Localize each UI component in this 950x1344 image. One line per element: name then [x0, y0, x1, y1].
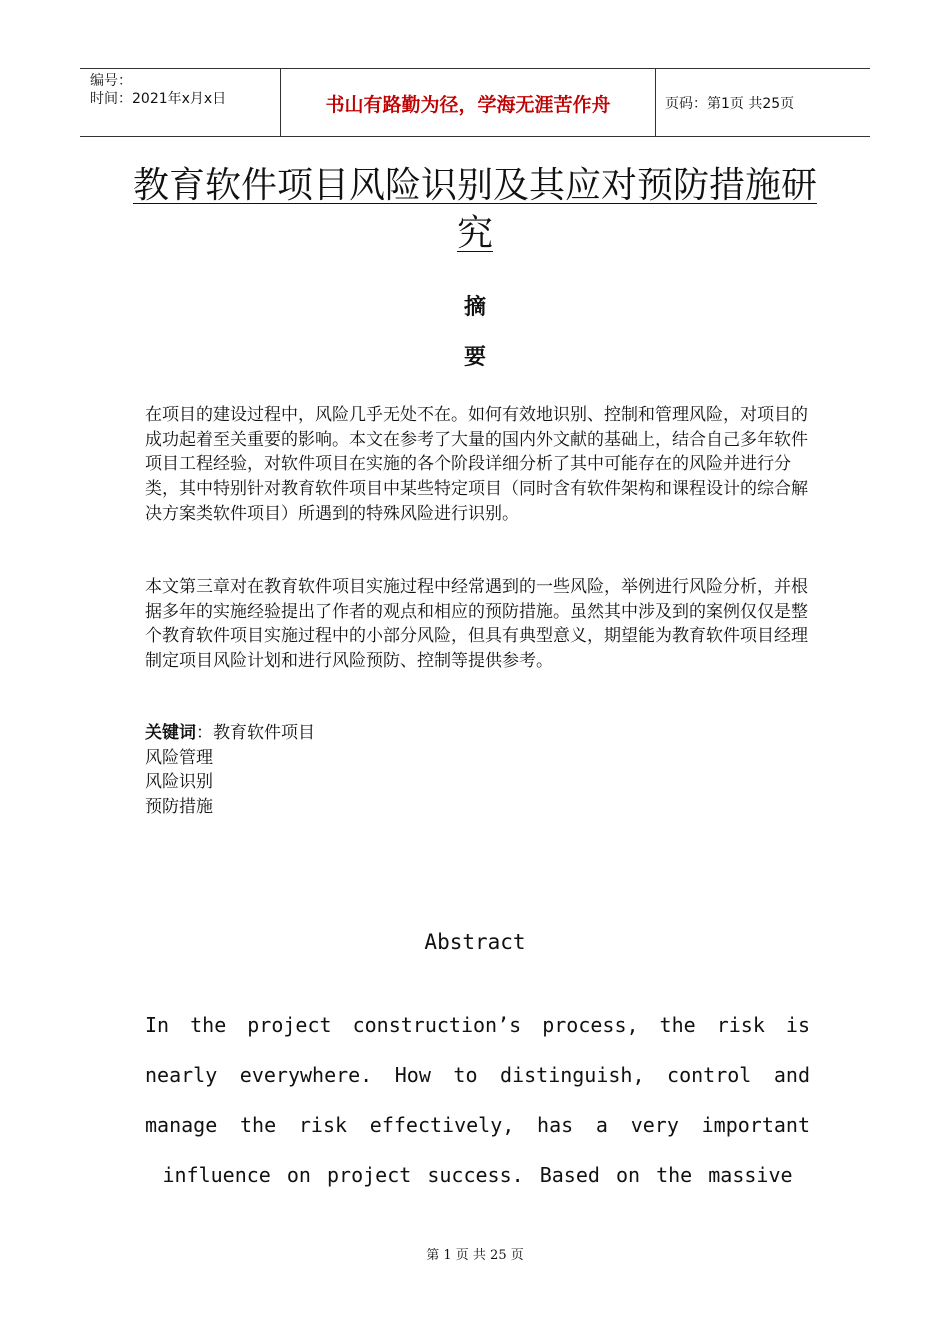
english-abstract-heading: Abstract	[424, 930, 526, 954]
header-table	[80, 68, 870, 137]
keywords-label: 关键词	[145, 723, 196, 743]
abstract-heading-1: 摘	[463, 295, 486, 320]
motto-text: 书山有路勤为径，学海无涯苦作舟	[325, 94, 611, 116]
page-code: 页码：第1页 共25页	[665, 96, 795, 112]
header-page-cell	[655, 69, 870, 136]
abstract-paragraph-1: 在项目的建设过程中，风险几乎无处不在。如何有效地识别、控制和管理风险，对项目的成功起着至关重要的影响。本文在参考了大量的国内外文献的基础上，结合自己多年软件项目工程经验，对软件项目在实施的各个阶段详细分析了其中可能存在的风险并进行分类，其中特别针对教育软件项目中某些特定项目（同时含有软件架构和课程设计的综合解决方案类软件项目）所遇到的特殊风险进行识别。	[145, 405, 808, 524]
english-abstract-text: In the project construction’s process, the risk is nearly everywhere. How to distinguish, control and manage the risk effectively, has a very important influence on project success. Based on the massive	[145, 1013, 810, 1187]
keywords-block	[145, 721, 315, 820]
keyword-item: 教育软件项目	[213, 723, 315, 743]
page-footer: 第 1 页 共 25 页	[426, 1248, 524, 1263]
keyword-item: 风险管理	[145, 747, 213, 768]
abstract-paragraph-2: 本文第三章对在教育软件项目实施过程中经常遇到的一些风险，举例进行风险分析，并根据多年的实施经验提出了作者的观点和相应的预防措施。虽然其中涉及到的案例仅仅是整个教育软件项目实施过程中的小部分风险，但具有典型意义，期望能为教育软件项目经理制定项目风险计划和进行风险预防、控制等提供参考。	[145, 577, 808, 672]
document-title-text: 教育软件项目风险识别及其应对预防措施研究	[132, 165, 817, 254]
keyword-item: 预防措施	[145, 797, 213, 818]
document-number-label: 编号：	[90, 73, 132, 89]
abstract-heading-2: 要	[463, 345, 486, 370]
document-date: 时间：2021年x月x日	[90, 91, 227, 107]
header-info-cell	[80, 69, 280, 136]
header-motto-cell	[280, 69, 656, 136]
keywords-first-line	[145, 721, 315, 746]
keyword-item: 风险识别	[145, 772, 213, 793]
keywords-separator: ：	[196, 723, 213, 743]
document-title	[120, 162, 830, 258]
